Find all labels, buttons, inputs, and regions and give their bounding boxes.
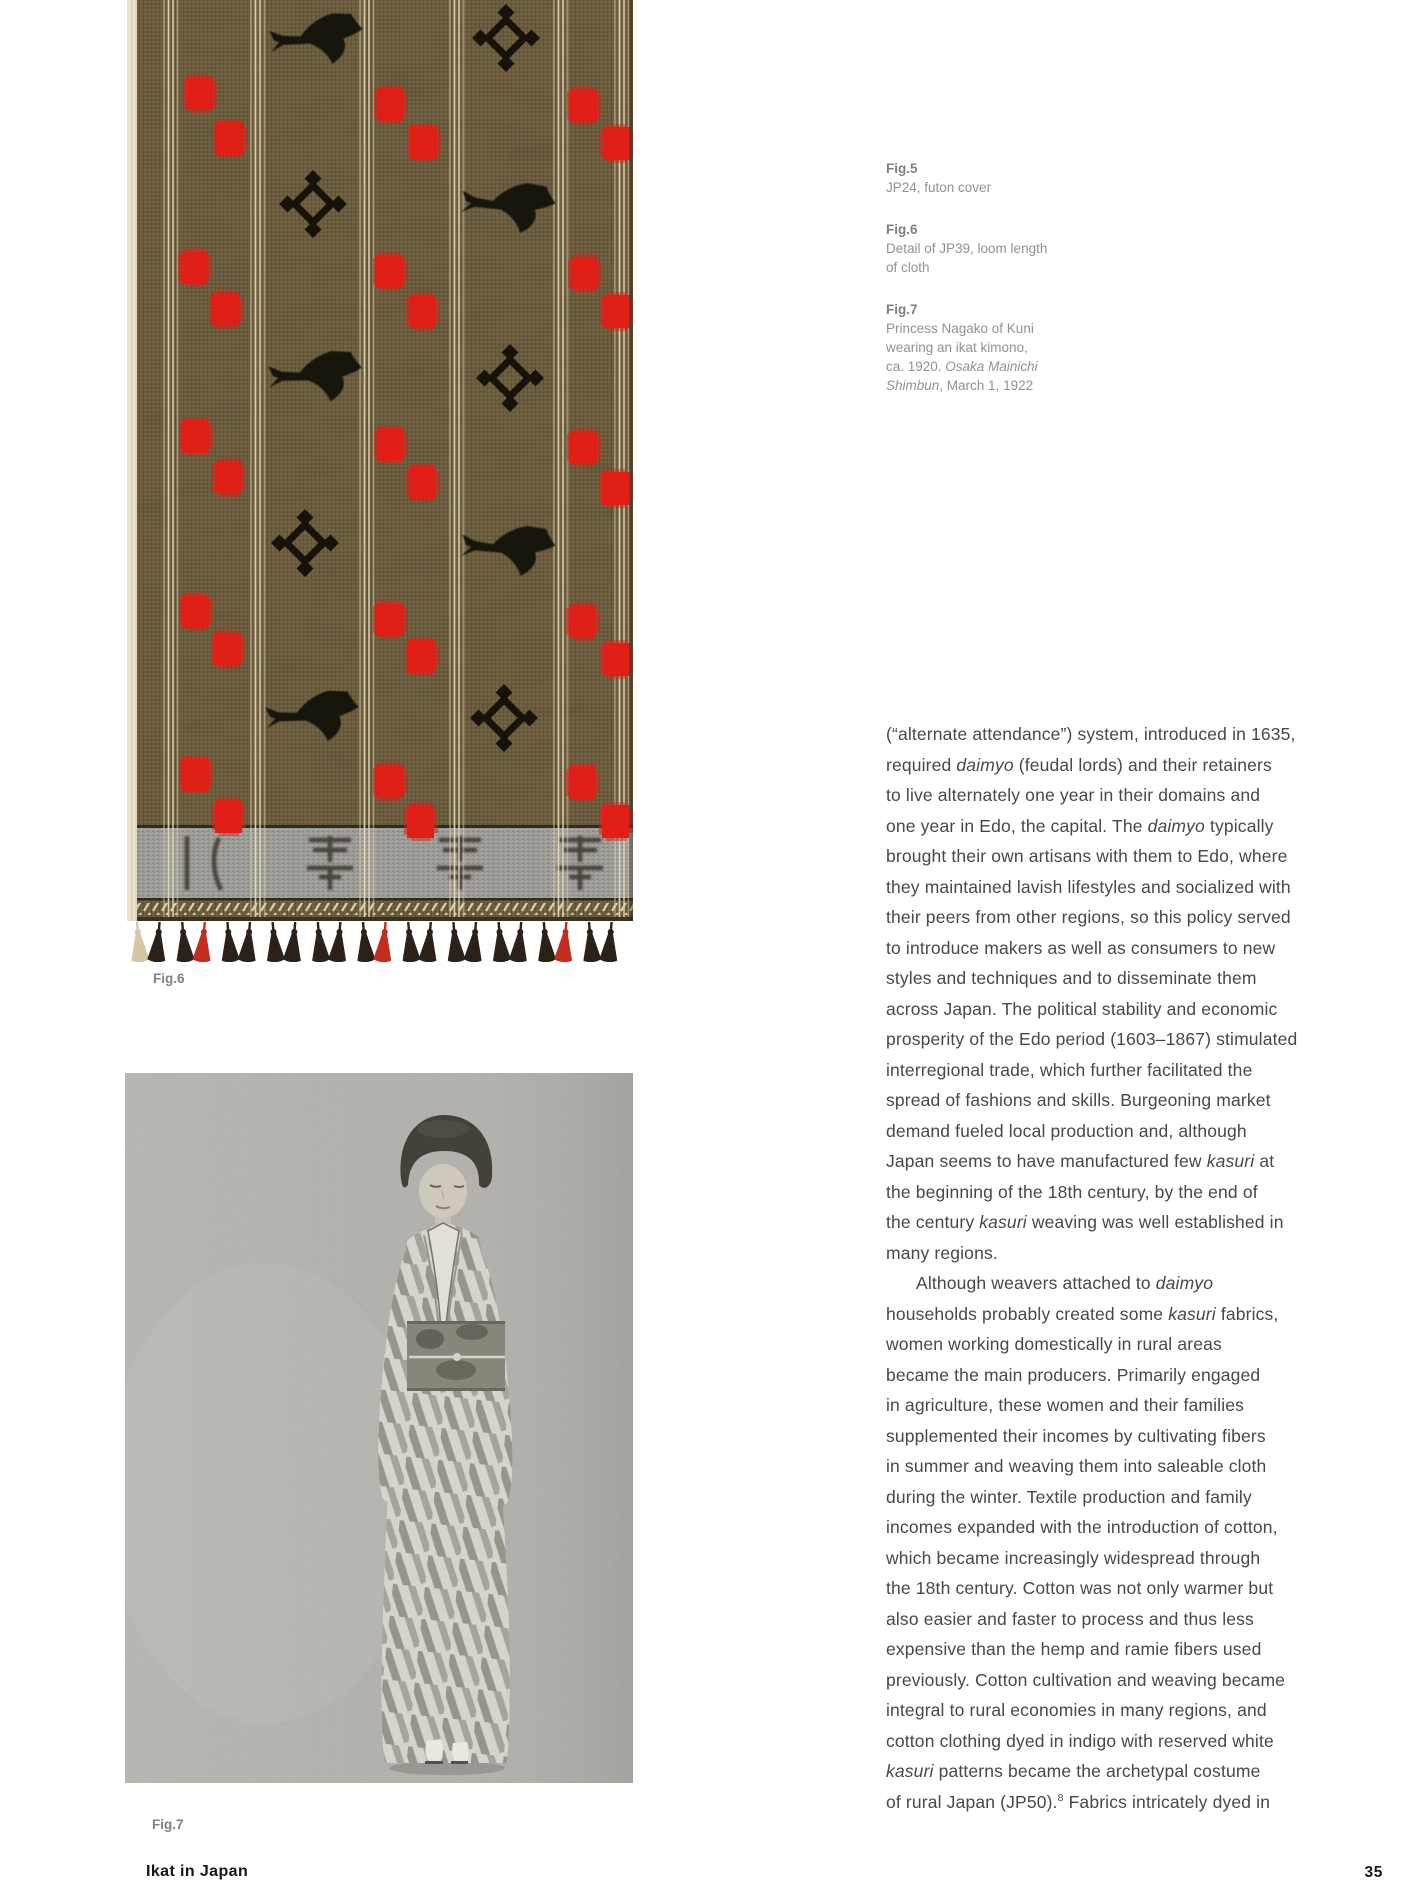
obi-sash <box>407 1321 505 1391</box>
body-text-line: in summer and weaving them into saleable cloth <box>886 1456 1267 1476</box>
caption-line: wearing an ikat kimono, <box>886 340 1028 355</box>
body-text-line: the beginning of the 18th century, by the end of <box>886 1181 1258 1202</box>
body-text-line: during the winter. Textile production and family <box>886 1486 1252 1507</box>
body-text-line: one year in Edo, the capital. The daimyo typically <box>886 815 1274 836</box>
body-text-line: the 18th century. Cotton was not only warmer but <box>886 1578 1274 1598</box>
hem-stitch-row <box>137 903 633 915</box>
body-text-line: integral to rural economies in many regions, and <box>886 1700 1267 1720</box>
body-text-line: across Japan. The political stability and economic <box>886 998 1278 1019</box>
body-text-line: (“alternate attendance”) system, introduced in 1635, <box>886 724 1296 744</box>
body-text-line: cotton clothing dyed in indigo with reserved white <box>886 1730 1274 1751</box>
body-text-line: became the main producers. Primarily engaged <box>886 1364 1261 1385</box>
body-text-line: kasuri patterns became the archetypal costume <box>886 1761 1261 1781</box>
photo-figure-image <box>125 1073 633 1783</box>
caption-line: Detail of JP39, loom length <box>886 241 1048 256</box>
caption-line: ca. 1920. Osaka Mainichi <box>886 359 1038 374</box>
body-text-line: their peers from other regions, so this policy served <box>886 907 1291 927</box>
body-text-line: supplemented their incomes by cultivating fibers <box>886 1425 1266 1446</box>
body-text-line: interregional trade, which further facilitated the <box>886 1059 1253 1080</box>
body-text-line: in agriculture, these women and their families <box>886 1395 1245 1415</box>
body-text-line: brought their own artisans with them to Edo, where <box>886 846 1288 866</box>
body-text-line: Japan seems to have manufactured few kasuri at <box>886 1151 1275 1171</box>
figure-captions <box>886 159 1156 418</box>
caption-label: Fig.7 <box>886 302 918 317</box>
body-text-line: demand fueled local production and, although <box>886 1120 1247 1141</box>
body-text-line: which became increasingly widespread through <box>886 1547 1261 1568</box>
body-text-line: the century kasuri weaving was well established in <box>886 1212 1284 1232</box>
caption-line: JP24, futon cover <box>886 180 992 195</box>
caption-fig5 <box>886 159 1156 197</box>
figure-label-fig6: Fig.6 <box>153 971 185 986</box>
body-text-line: required daimyo (feudal lords) and their retainers <box>886 754 1272 775</box>
figure-label-fig7: Fig.7 <box>152 1817 184 1832</box>
body-text-line: spread of fashions and skills. Burgeoning market <box>886 1090 1271 1110</box>
footer-running-title: Ikat in Japan <box>146 1863 249 1880</box>
body-text-line: many regions. <box>886 1242 998 1263</box>
textile-figure-image <box>125 0 633 962</box>
fringe-tassels <box>128 921 621 962</box>
page-number: 35 <box>1364 1864 1383 1881</box>
body-text-line: to introduce makers as well as consumers to new <box>886 937 1276 958</box>
body-text-line: of rural Japan (JP50).$^8$ Fabrics intricately dyed in <box>886 1791 1271 1812</box>
body-text-line: previously. Cotton cultivation and weaving became <box>886 1669 1286 1690</box>
caption-line: Princess Nagako of Kuni <box>886 321 1034 336</box>
caption-label: Fig.5 <box>886 161 918 176</box>
body-text-line: they maintained lavish lifestyles and socialized with <box>886 876 1291 897</box>
body-text-line: households probably created some kasuri fabrics, <box>886 1303 1279 1324</box>
caption-line: Shimbun, March 1, 1922 <box>886 378 1034 393</box>
caption-line: of cloth <box>886 260 930 275</box>
body-text-line: expensive than the hemp and ramie fibers used <box>886 1639 1262 1659</box>
caption-fig6 <box>886 220 1156 277</box>
body-text-line: incomes expanded with the introduction of cotton, <box>886 1517 1278 1537</box>
body-text-line: prosperity of the Edo period (1603–1867) stimulated <box>886 1029 1298 1049</box>
body-text-line: to live alternately one year in their domains and <box>886 785 1261 805</box>
body-text-line: also easier and faster to process and thus less <box>886 1608 1254 1629</box>
body-text-line: women working domestically in rural areas <box>886 1334 1222 1354</box>
body-text <box>886 719 1380 1817</box>
caption-label: Fig.6 <box>886 222 918 237</box>
body-text-line: styles and techniques and to disseminate them <box>886 968 1257 988</box>
body-text-line: Although weavers attached to daimyo <box>916 1273 1214 1293</box>
caption-fig7 <box>886 300 1156 395</box>
